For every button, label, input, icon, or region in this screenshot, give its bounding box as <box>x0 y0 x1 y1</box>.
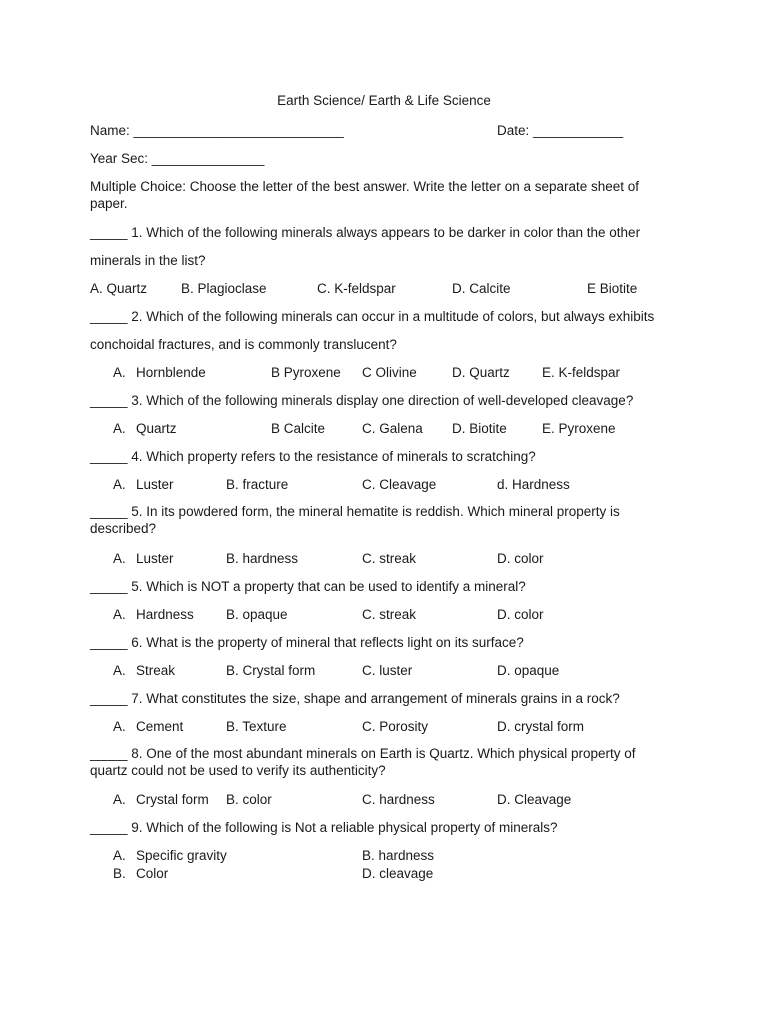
question-3-choice-d: D. Biotite <box>452 421 507 436</box>
question-2-text-line2: conchoidal fractures, and is commonly translucent? <box>90 337 397 352</box>
question-1-choice-b: B. Plagioclase <box>181 281 267 296</box>
question-2-choice-e: E. K-feldspar <box>542 365 621 380</box>
question-6-choice-d: D. opaque <box>497 663 560 678</box>
question-4-choice-c: C. Cleavage <box>362 477 437 492</box>
question-3-choice-c: C. Galena <box>362 421 423 436</box>
date-field: Date: ____________ <box>497 123 624 138</box>
question-8-text: _____ 8. One of the most abundant minerals on Earth is Quartz. Which physical property of quartz could not be used to verify its authenticity? <box>90 746 636 778</box>
question-9-choice-b: B. hardness <box>362 848 435 863</box>
question-4-choice-a-letter: A. <box>113 477 126 492</box>
question-8-choice-a: Crystal form <box>136 792 209 807</box>
question-5b-choice-c: C. streak <box>362 607 417 622</box>
question-5b-choice-d: D. color <box>497 607 544 622</box>
question-2-choice-a: Hornblende <box>136 365 206 380</box>
question-5a-choice-a-letter: A. <box>113 551 126 566</box>
question-3-choice-b: B Calcite <box>271 421 326 436</box>
question-8-choice-d: D. Cleavage <box>497 792 572 807</box>
question-5b-choice-b: B. opaque <box>226 607 288 622</box>
question-7-choice-a: Cement <box>136 719 184 734</box>
question-6-choice-c: C. luster <box>362 663 413 678</box>
question-3-choice-a: Quartz <box>136 421 177 436</box>
question-5b-choice-a-letter: A. <box>113 607 126 622</box>
question-1-choice-d: D. Calcite <box>452 281 511 296</box>
question-3-choice-a-letter: A. <box>113 421 126 436</box>
page-title: Earth Science/ Earth & Life Science <box>277 93 491 108</box>
question-5a-choice-c: C. streak <box>362 551 417 566</box>
question-1-text-line2: minerals in the list? <box>90 253 206 268</box>
question-9-choice-a: Specific gravity <box>136 848 227 863</box>
question-2-choice-b: B Pyroxene <box>271 365 341 380</box>
question-8-choice-c: C. hardness <box>362 792 435 807</box>
question-6-text: _____ 6. What is the property of mineral that reflects light on its surface? <box>90 635 524 650</box>
question-5b-text: _____ 5. Which is NOT a property that can be used to identify a mineral? <box>90 579 526 594</box>
question-1-text-line1: _____ 1. Which of the following minerals always appears to be darker in color than the other <box>90 225 641 240</box>
question-9-choice-color: Color <box>136 866 169 881</box>
question-1-choice-e: E Biotite <box>587 281 638 296</box>
question-5a-choice-a: Luster <box>136 551 174 566</box>
question-2-choice-a-letter: A. <box>113 365 126 380</box>
question-4-text: _____ 4. Which property refers to the resistance of minerals to scratching? <box>90 449 536 464</box>
question-5a-text: _____ 5. In its powdered form, the mineral hematite is reddish. Which mineral property is described? <box>90 504 620 536</box>
question-4-choice-d: d. Hardness <box>497 477 570 492</box>
question-7-text: _____ 7. What constitutes the size, shape and arrangement of minerals grains in a rock? <box>90 691 620 706</box>
question-2-choice-d: D. Quartz <box>452 365 510 380</box>
question-5a-choice-d: D. color <box>497 551 544 566</box>
question-9-text: _____ 9. Which of the following is Not a reliable physical property of minerals? <box>90 820 558 835</box>
question-1-choice-a: A. Quartz <box>90 281 148 296</box>
question-4-choice-b: B. fracture <box>226 477 289 492</box>
question-9-choice-a-letter: A. <box>113 848 126 863</box>
name-field: Name: ____________________________ <box>90 123 344 138</box>
question-4-choice-a: Luster <box>136 477 174 492</box>
question-5a-choice-b: B. hardness <box>226 551 299 566</box>
question-7-choice-a-letter: A. <box>113 719 126 734</box>
question-6-choice-b: B. Crystal form <box>226 663 316 678</box>
question-2-choice-c: C Olivine <box>362 365 417 380</box>
question-6-choice-a: Streak <box>136 663 176 678</box>
year-sec-field: Year Sec: _______________ <box>90 151 265 166</box>
question-3-choice-e: E. Pyroxene <box>542 421 616 436</box>
question-9-choice-d: D. cleavage <box>362 866 434 881</box>
question-5b-choice-a: Hardness <box>136 607 194 622</box>
instructions: Multiple Choice: Choose the letter of the best answer. Write the letter on a separate sheet of paper. <box>90 179 640 211</box>
question-6-choice-a-letter: A. <box>113 663 126 678</box>
question-7-choice-c: C. Porosity <box>362 719 429 734</box>
question-9-choice-second-b-letter: B. <box>113 866 126 881</box>
question-1-choice-c: C. K-feldspar <box>317 281 396 296</box>
question-7-choice-d: D. crystal form <box>497 719 585 734</box>
question-8-choice-b: B. color <box>226 792 272 807</box>
question-2-text-line1: _____ 2. Which of the following minerals can occur in a multitude of colors, but always exhibits <box>90 309 655 324</box>
question-8-choice-a-letter: A. <box>113 792 126 807</box>
question-3-text: _____ 3. Which of the following minerals display one direction of well-developed cleavage? <box>90 393 634 408</box>
question-7-choice-b: B. Texture <box>226 719 287 734</box>
